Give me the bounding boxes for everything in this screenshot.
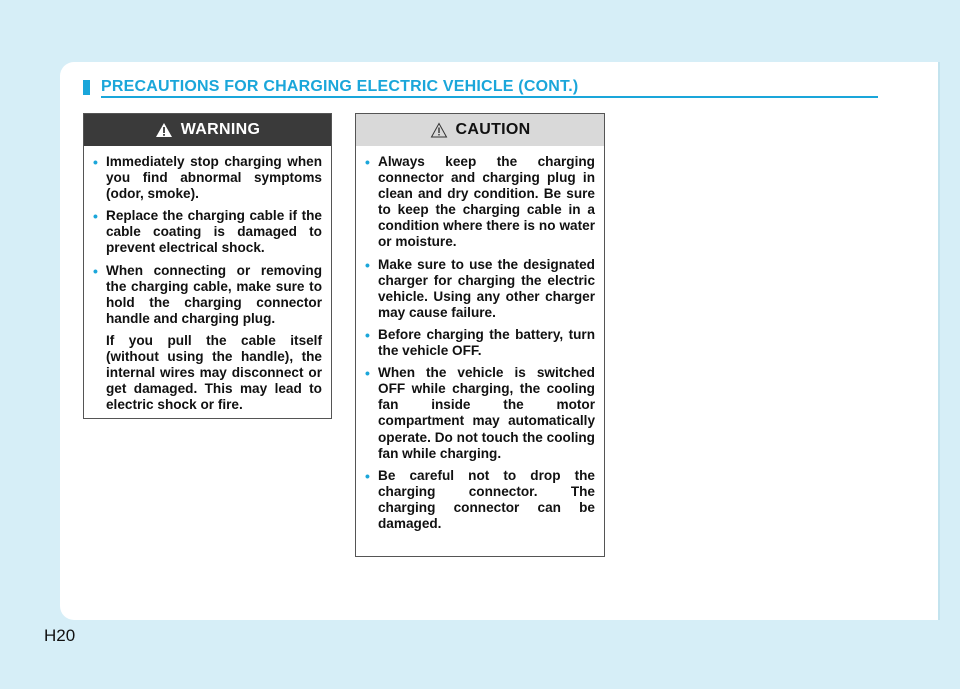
caution-item-text: Make sure to use the designated charger for charging the electric vehicle. Using any other charger may cause failure. bbox=[378, 256, 595, 320]
bullet-icon: • bbox=[93, 262, 98, 279]
header-accent-bar bbox=[83, 80, 90, 95]
caution-item-text: When the vehicle is switched OFF while charging, the cooling fan inside the motor compartment may automatically operate. Do not touch the cooling fan while charging. bbox=[378, 365, 595, 461]
warning-triangle-icon bbox=[155, 122, 173, 138]
bullet-icon: • bbox=[365, 154, 370, 170]
bullet-icon: • bbox=[93, 208, 98, 225]
bullet-icon: • bbox=[365, 467, 370, 484]
caution-header bbox=[356, 114, 604, 146]
bullet-icon: • bbox=[365, 256, 370, 273]
section-header bbox=[83, 78, 878, 98]
warning-item-text: Immediately stop charging when you find abnormal symptoms (odor, smoke). bbox=[106, 154, 322, 202]
page-edge bbox=[938, 62, 940, 620]
bullet-icon: • bbox=[93, 154, 98, 170]
caution-item bbox=[365, 327, 595, 359]
bullet-icon: • bbox=[365, 326, 370, 343]
caution-item bbox=[365, 154, 595, 251]
caution-item bbox=[365, 365, 595, 462]
bullet-icon: • bbox=[365, 365, 370, 382]
header-rule bbox=[101, 96, 878, 98]
warning-header bbox=[84, 114, 331, 146]
caution-body bbox=[356, 146, 604, 546]
warning-box bbox=[83, 113, 332, 419]
warning-item bbox=[93, 154, 322, 202]
warning-body bbox=[84, 146, 331, 427]
warning-item-text: When connecting or removing the charging cable, make sure to hold the charging connector handle and charging plug. bbox=[106, 262, 322, 326]
warning-paragraph: If you pull the cable itself (without using the handle), the internal wires may disconnect or get damaged. This may lead to electric shock or fire. bbox=[106, 332, 322, 413]
warning-item bbox=[93, 263, 322, 327]
warning-item-text: Replace the charging cable if the cable coating is damaged to prevent electrical shock. bbox=[106, 208, 322, 256]
caution-title: CAUTION bbox=[455, 121, 531, 138]
page-number: H20 bbox=[44, 626, 76, 645]
caution-item-text: Be careful not to drop the charging connector. The charging connector can be damaged. bbox=[378, 467, 595, 531]
caution-item bbox=[365, 257, 595, 321]
caution-item bbox=[365, 468, 595, 532]
caution-triangle-icon bbox=[430, 122, 448, 138]
caution-item-text: Before charging the battery, turn the vehicle OFF. bbox=[378, 326, 595, 359]
caution-box bbox=[355, 113, 605, 557]
section-title: PRECAUTIONS FOR CHARGING ELECTRIC VEHICLE (CONT.) bbox=[101, 78, 579, 95]
warning-title: WARNING bbox=[180, 121, 261, 138]
warning-item bbox=[93, 208, 322, 256]
caution-item-text: Always keep the charging connector and charging plug in clean and dry condition. Be sure to keep the charging cable in a condition where there is no water or moisture. bbox=[378, 154, 595, 250]
